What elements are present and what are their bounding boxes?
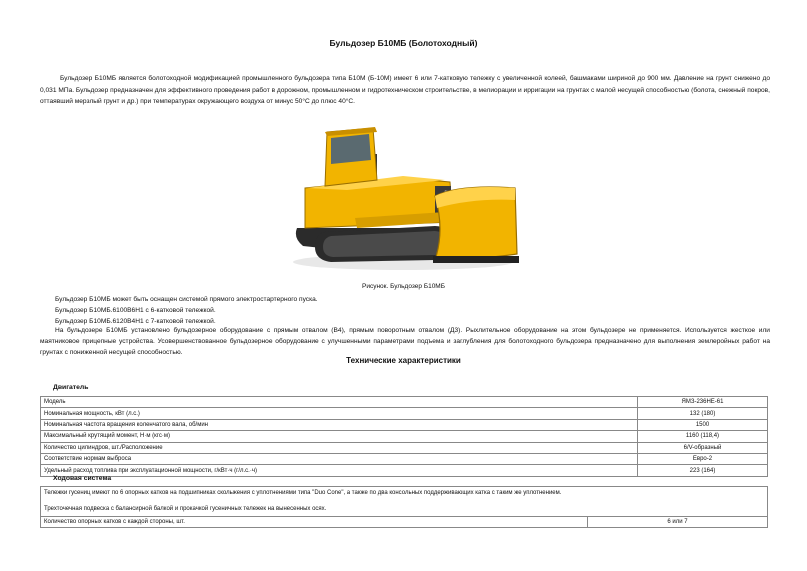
spec-label: Количество опорных катков с каждой стороны, шт. bbox=[41, 517, 588, 528]
spec-label: Номинальная частота вращения коленчатого вала, об/мин bbox=[41, 419, 638, 430]
paragraph-starter: Бульдозер Б10МБ может быть оснащен системой прямого электростартерного пуска. bbox=[55, 296, 318, 303]
paragraph-variant-7: Бульдозер Б10МБ.6120В4Н1 с 7-катковой тележкой. bbox=[55, 318, 216, 325]
table-row bbox=[41, 397, 768, 408]
paragraph-equipment: На бульдозере Б10МБ установлено бульдозерное оборудование с прямым отвалом (В4), прямым поворотным отвалом (Д3). Рыхлительное оборудование на этом бульдозере не применяется. Используется жесткое или маятниковое прицепные устройства. Усовершенствованное бульдозерное оборудование с улучшенными параметрами подъема и заглубления для болотоходного бульдозера предназначено для выполнения землеройных работ на грунтах с пониженной несущей способностью. bbox=[40, 327, 770, 356]
spec-label: Удельный расход топлива при эксплуатационной мощности, г/кВт·ч (г/л.с.·ч) bbox=[41, 465, 638, 476]
bulldozer-photo bbox=[285, 110, 520, 275]
spec-value: 6/V-образный bbox=[638, 442, 768, 453]
cab-window bbox=[331, 134, 371, 164]
table-row bbox=[41, 419, 768, 430]
spec-label: Модель bbox=[41, 397, 638, 408]
spec-value: ЯМЗ-236НЕ-61 bbox=[638, 397, 768, 408]
chassis-heading: Ходовая система bbox=[53, 475, 112, 482]
chassis-text-rollers: Тележки гусениц имеют по 6 опорных катков на подшипниках скольжения с уплотнениями типа "Duo Cone", а также по два консольных поддерживающих катка с таким же уплотнением. bbox=[44, 490, 562, 496]
spec-value: 1160 (118,4) bbox=[638, 431, 768, 442]
spec-label: Номинальная мощность, кВт (л.с.) bbox=[41, 408, 638, 419]
spec-value: 132 (180) bbox=[638, 408, 768, 419]
table-row bbox=[41, 442, 768, 453]
chassis-text-suspension: Трехточечная подвеска с балансирной балкой и прокачкой гусеничных тележек на вынесенных осях. bbox=[44, 506, 327, 512]
table-row bbox=[41, 408, 768, 419]
table-row bbox=[41, 465, 768, 476]
spec-value: Евро-2 bbox=[638, 453, 768, 464]
specs-title: Технические характеристики bbox=[346, 356, 461, 365]
table-row bbox=[41, 517, 768, 528]
chassis-description bbox=[40, 486, 768, 517]
spec-value: 1500 bbox=[638, 419, 768, 430]
intro-paragraph: Бульдозер Б10МБ является болотоходной модификацией промышленного бульдозера типа Б10М (Б-10М) имеет 6 или 7-катковую тележку с увеличенной колеей, башмаками шириной до 900 мм. Давление на грунт снижено до 0,031 МПа. Бульдозер предназначен для эффективного проведения работ в дорожном, промышленном и гидротехническом строительстве, в мелиорации и ирригации на грунтах с малой несущей способностью (болота, снежный покров, оттаявший мерзлый грунт и др.) при температурах окружающего воздуха от минус 50°С до плюс 40°С. bbox=[40, 75, 770, 105]
paragraph-variant-6: Бульдозер Б10МБ.6100В6Н1 с 6-катковой тележкой. bbox=[55, 307, 216, 314]
spec-label: Количество цилиндров, шт./Расположение bbox=[41, 442, 638, 453]
table-row bbox=[41, 431, 768, 442]
engine-table bbox=[40, 396, 768, 477]
spec-value: 6 или 7 bbox=[588, 517, 768, 528]
spec-value: 223 (164) bbox=[638, 465, 768, 476]
blade-edge bbox=[433, 256, 519, 263]
engine-table-body bbox=[41, 397, 768, 477]
chassis-table bbox=[40, 516, 768, 528]
engine-heading: Двигатель bbox=[53, 384, 89, 391]
figure-caption: Рисунок. Бульдозер Б10МБ bbox=[362, 283, 445, 290]
spec-label: Максимальный крутящий момент, Н·м (кгс·м) bbox=[41, 431, 638, 442]
page-title: Бульдозер Б10МБ (Болотоходный) bbox=[329, 38, 478, 48]
table-row bbox=[41, 453, 768, 464]
spec-label: Соответствие нормам выброса bbox=[41, 453, 638, 464]
